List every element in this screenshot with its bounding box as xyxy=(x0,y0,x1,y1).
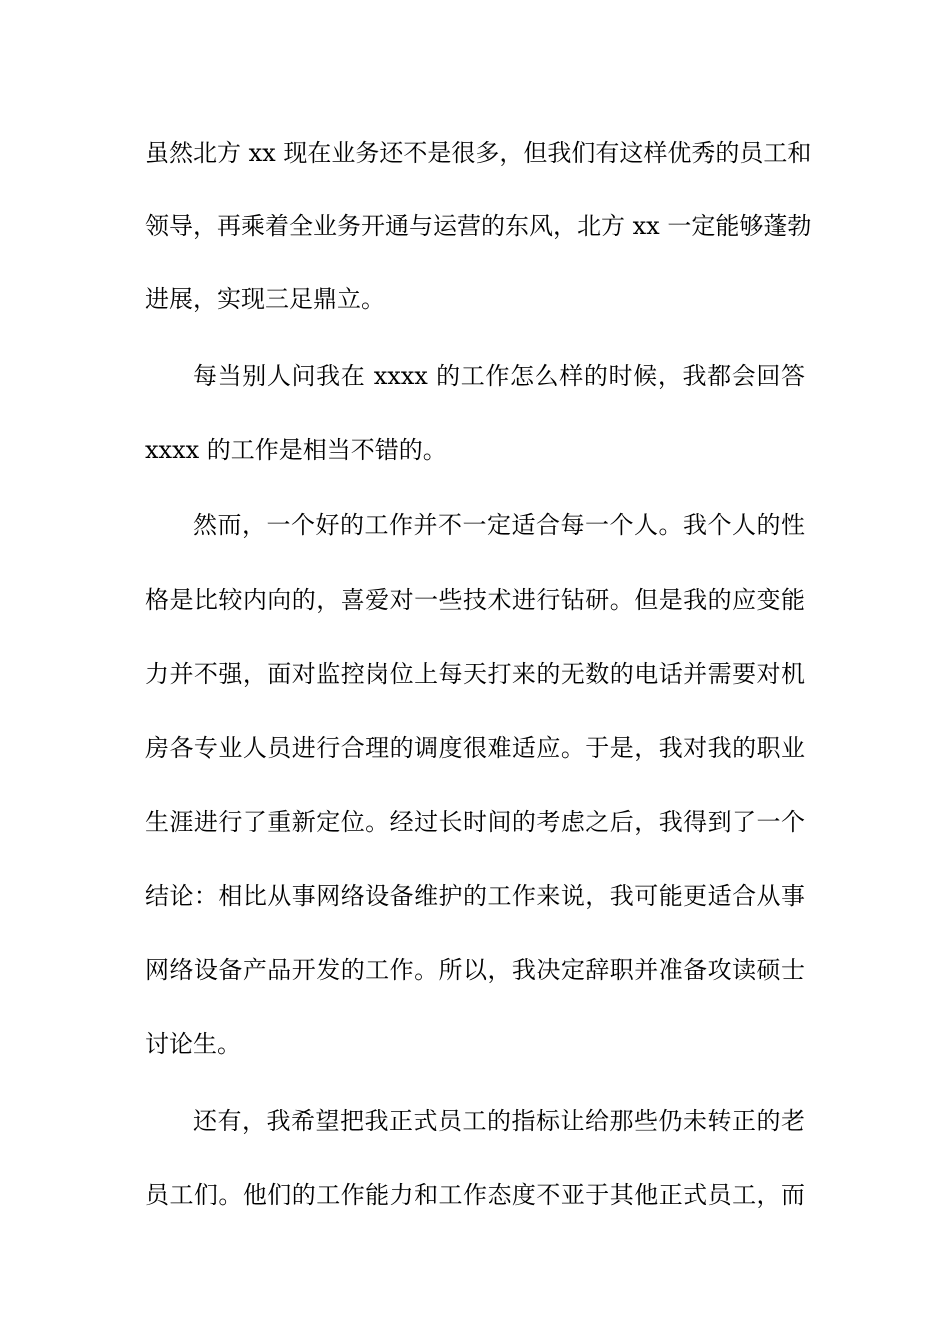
paragraph-first-line: 还有，我希望把我正式员工的指标让给那些仍未转正的老 xyxy=(193,1107,805,1135)
text-line: 讨论生。 xyxy=(145,1030,241,1058)
text-line: 进展，实现三足鼎立。 xyxy=(145,285,385,313)
text-line: 房各专业人员进行合理的调度很难适应。于是，我对我的职业 xyxy=(145,734,805,762)
text-line: 员工们。他们的工作能力和工作态度不亚于其他正式员工，而 xyxy=(145,1181,805,1209)
text-line: 网络设备产品开发的工作。所以，我决定辞职并准备攻读硕士 xyxy=(145,956,805,984)
text-line: 结论：相比从事网络设备维护的工作来说，我可能更适合从事 xyxy=(145,882,805,910)
text-line: 格是比较内向的，喜爱对一些技术进行钻研。但是我的应变能 xyxy=(145,586,805,614)
text-line: 生涯进行了重新定位。经过长时间的考虑之后，我得到了一个 xyxy=(145,808,805,836)
paragraph-first-line: 每当别人问我在 xxxx 的工作怎么样的时候，我都会回答 xyxy=(193,362,805,390)
text-line: 虽然北方 xx 现在业务还不是很多，但我们有这样优秀的员工和 xyxy=(145,139,812,167)
paragraph-first-line: 然而，一个好的工作并不一定适合每一个人。我个人的性 xyxy=(193,511,805,539)
text-line: 领导，再乘着全业务开通与运营的东风，北方 xx 一定能够蓬勃 xyxy=(145,212,812,240)
text-line: 力并不强，面对监控岗位上每天打来的无数的电话并需要对机 xyxy=(145,660,805,688)
text-line: xxxx 的工作是相当不错的。 xyxy=(145,436,447,464)
